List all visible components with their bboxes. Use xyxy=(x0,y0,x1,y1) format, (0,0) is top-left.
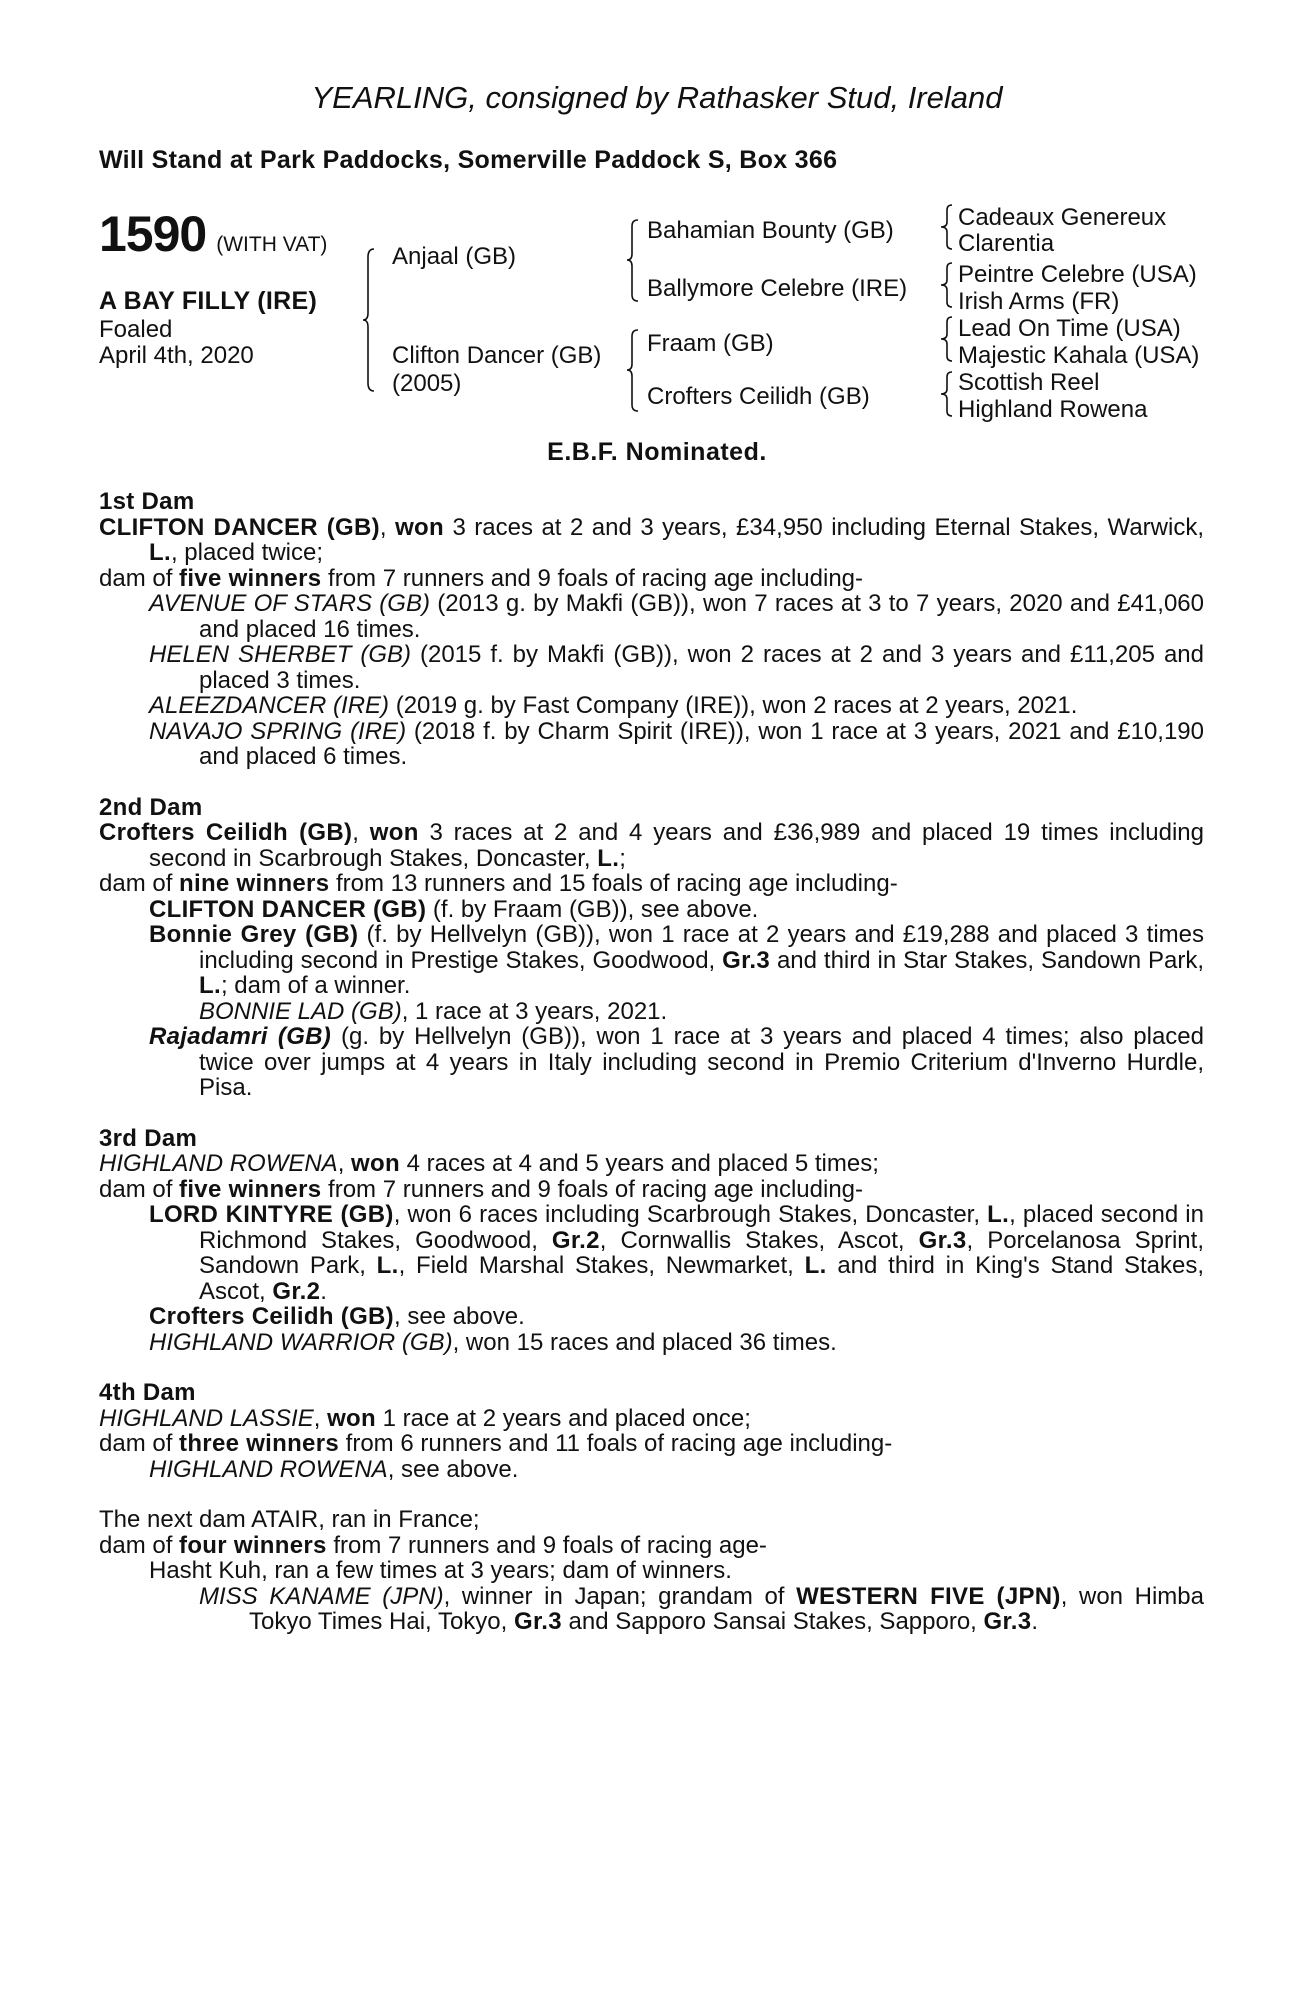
dam2-o2-t1: (f. by Hellvelyn (GB)), won 1 race at 2 years and £19,288 and placed 3 times including second in Prestige Stakes, Goodwood, xyxy=(199,921,1204,974)
dam3-o2-name: Crofters Ceilidh (GB) xyxy=(149,1303,394,1330)
dam3-record xyxy=(99,1151,1204,1177)
dam1-record: CLIFTON DANCER (GB), won 3 races at 2 and 3 years, £34,950 including Eternal Stakes, Warwick, L., placed twice; xyxy=(99,513,1204,566)
dam4-rec: 1 race at 2 years and placed once; xyxy=(375,1404,751,1432)
dam2-produce xyxy=(99,871,1204,897)
dam2-o2-t3: ; dam of a winner. xyxy=(220,972,411,999)
next-offspring-1: Hasht Kuh, ran a few times at 3 years; dam of winners. xyxy=(149,1557,732,1584)
pedigree-sire: Anjaal (GB) xyxy=(392,243,517,270)
dam2-o1-text: (f. by Fraam (GB)), see above. xyxy=(426,895,759,923)
stand-location: Will Stand at Park Paddocks, Somerville Paddock S, Box 366 xyxy=(99,146,838,174)
dam3-offspring-2 xyxy=(149,1304,1204,1330)
next-o2-t1: , winner in Japan; grandam of xyxy=(443,1582,797,1610)
consignor-header: YEARLING, consigned by Rathasker Stud, Ireland xyxy=(311,80,1003,115)
dam3-o1-t2: , placed second in Richmond Stakes, Goodwood, xyxy=(199,1201,1204,1254)
pedigree-sire-dam: Ballymore Celebre (IRE) xyxy=(647,275,908,302)
dam1-name: CLIFTON DANCER (GB) xyxy=(99,513,380,541)
dam3-o3-text: , won 15 races and placed 36 times. xyxy=(452,1328,837,1356)
dam1-o3-text: (2019 g. by Fast Company (IRE)), won 2 races at 2 years, 2021. xyxy=(389,692,1078,719)
pedigree-sire-sire: Bahamian Bounty (GB) xyxy=(647,217,894,244)
dam2-won: won xyxy=(369,819,419,846)
pedigree-brace-sire xyxy=(626,218,640,303)
dam3-offspring-1 xyxy=(149,1202,1204,1304)
dam4-won: won xyxy=(327,1404,376,1432)
dam1-rec1: 3 races at 2 and 3 years, £34,950 including Eternal Stakes, Warwick, xyxy=(443,513,1204,541)
dam1-dam-of: dam of xyxy=(99,564,180,592)
dam1-winners: five winners xyxy=(179,564,322,592)
pedigree-g5: Lead On Time (USA) xyxy=(958,315,1181,342)
pedigree-brace-g2 xyxy=(940,261,954,309)
dam2-o2a-text: , 1 race at 3 years, 2021. xyxy=(401,997,668,1025)
next-dam-produce xyxy=(99,1533,1204,1559)
catalogue-body xyxy=(99,489,1204,1635)
dam1-o4-name: NAVAJO SPRING (IRE) xyxy=(149,717,407,745)
next-winners: four winners xyxy=(179,1531,327,1559)
dam3-offspring-3 xyxy=(149,1330,1204,1356)
dam3-o1-t1: , won 6 races including Scarbrough Stakes, Doncaster, xyxy=(393,1201,988,1228)
pedigree-brace-g3 xyxy=(940,315,954,363)
dam1-won: won xyxy=(395,513,444,541)
dam1-offspring-1 xyxy=(149,591,1204,642)
dam4-name: HIGHLAND LASSIE xyxy=(99,1404,314,1432)
dam1-o2-text: (2015 f. by Makfi (GB)), won 2 races at 2 and 3 years and £11,205 and placed 3 times. xyxy=(199,641,1204,694)
dam3-o1-t5: , Field Marshal Stakes, Newmarket, xyxy=(398,1252,805,1279)
dam2-offspring-2 xyxy=(149,922,1204,999)
dam2-o3-name: Rajadamri (GB) xyxy=(149,1023,332,1050)
dam1-offspring-3 xyxy=(149,693,1204,719)
dam3-won: won xyxy=(351,1150,400,1177)
dam4-o1-text: , see above. xyxy=(387,1455,519,1483)
dam4-produce xyxy=(99,1431,1204,1457)
dam4-record xyxy=(99,1406,1204,1432)
dam2-rec1: 3 races at 2 and 4 years and £36,989 and placed 19 times including second in Scarbrough Stakes, Doncaster, xyxy=(149,819,1204,872)
dam1-offspring-4 xyxy=(149,719,1204,770)
dam1-heading: 1st Dam xyxy=(99,488,195,515)
pedigree-g8: Highland Rowena xyxy=(958,396,1148,423)
pedigree-brace-main xyxy=(362,247,376,393)
vat-note: (WITH VAT) xyxy=(216,233,328,256)
dam3-o1-g2: Gr.3 xyxy=(918,1226,967,1254)
dam3-rec: 4 races at 4 and 5 years and placed 5 times; xyxy=(399,1150,879,1177)
dam1-o4-text: (2018 f. by Charm Spirit (IRE)), won 1 race at 3 years, 2021 and £10,190 and placed 6 times. xyxy=(199,717,1204,770)
pedigree-g7: Scottish Reel xyxy=(958,369,1100,396)
foaled-label: Foaled xyxy=(99,316,173,343)
dam4-sep: , xyxy=(313,1404,328,1432)
dam3-o1-t6: and third in King's Stand Stakes, Ascot, xyxy=(199,1252,1205,1305)
dam4-winners: three winners xyxy=(179,1430,339,1457)
dam3-o2-text: , see above. xyxy=(393,1303,525,1330)
pedigree-brace-dam xyxy=(626,328,640,413)
dam2-record: Crofters Ceilidh (GB), won 3 races at 2 and 4 years and £36,989 and placed 19 times including second in Scarbrough Stakes, Doncaster, L.; xyxy=(99,819,1204,872)
next-runners: from 7 runners and 9 foals of racing age- xyxy=(326,1531,767,1559)
pedigree-dam-year: (2005) xyxy=(392,370,462,397)
next-o2-granddaughter: WESTERN FIVE (JPN) xyxy=(796,1582,1061,1610)
next-o2-name: MISS KANAME (JPN) xyxy=(199,1582,444,1610)
dam2-heading: 2nd Dam xyxy=(99,793,203,821)
pedigree-g4: Irish Arms (FR) xyxy=(958,288,1120,315)
next-o2-t3: and Sapporo Sansai Stakes, Sapporo, xyxy=(561,1608,984,1635)
dam2-o2-name: Bonnie Grey (GB) xyxy=(149,921,359,948)
dam3-o3-name: HIGHLAND WARRIOR (GB) xyxy=(149,1328,453,1356)
horse-name: A BAY FILLY (IRE) xyxy=(99,287,318,315)
dam2-dam-of: dam of xyxy=(99,870,180,897)
pedigree-brace-g1 xyxy=(940,203,954,251)
pedigree-dam-sire: Fraam (GB) xyxy=(647,330,774,357)
foaled-date: April 4th, 2020 xyxy=(99,342,254,369)
next-dam-of: dam of xyxy=(99,1531,180,1559)
dam2-rec2: ; xyxy=(619,844,626,872)
dam2-offspring-1 xyxy=(149,897,1204,923)
dam2-runners: from 13 runners and 15 foals of racing age including- xyxy=(329,870,898,897)
dam2-o2-listed: L. xyxy=(199,972,221,999)
next-dam-line: The next dam ATAIR, ran in France; xyxy=(99,1506,480,1533)
next-grand-offspring-1 xyxy=(199,1584,1204,1635)
next-o2-g1: Gr.3 xyxy=(513,1608,562,1635)
dam3-name: HIGHLAND ROWENA xyxy=(99,1150,338,1177)
dam2-offspring-3 xyxy=(149,1024,1204,1101)
dam3-produce xyxy=(99,1177,1204,1203)
pedigree-g6: Majestic Kahala (USA) xyxy=(958,342,1200,369)
dam2-winners: nine winners xyxy=(179,870,330,897)
dam2-o2-group: Gr.3 xyxy=(722,946,771,974)
dam3-heading: 3rd Dam xyxy=(99,1124,198,1152)
pedigree-dam: Clifton Dancer (GB) xyxy=(392,342,602,369)
dam2-o2a-name: BONNIE LAD (GB) xyxy=(199,997,402,1025)
dam4-dam-of: dam of xyxy=(99,1430,180,1457)
dam1-runners: from 7 runners and 9 foals of racing age including- xyxy=(321,564,864,592)
dam4-o1-name: HIGHLAND ROWENA xyxy=(149,1455,388,1483)
dam2-name: Crofters Ceilidh (GB) xyxy=(99,819,353,846)
dam1-listed: L. xyxy=(149,539,171,566)
next-o2-g2: Gr.3 xyxy=(983,1608,1032,1635)
lot-number: 1590 xyxy=(99,206,207,262)
pedigree-g1: Cadeaux Genereux xyxy=(958,204,1167,231)
dam1-o2-name: HELEN SHERBET (GB) xyxy=(149,641,412,668)
dam3-runners: from 7 runners and 9 foals of racing age including- xyxy=(321,1175,864,1203)
dam4-heading: 4th Dam xyxy=(99,1379,196,1406)
dam3-dam-of: dam of xyxy=(99,1175,180,1203)
dam2-o2-t2: and third in Star Stakes, Sandown Park, xyxy=(770,946,1205,974)
dam1-produce xyxy=(99,566,1204,592)
dam2-o3-text: (g. by Hellvelyn (GB)), won 1 race at 3 years and placed 4 times; also placed twice over jumps at 4 years in Italy including second in Premio Criterium d'Inverno Hurdle, Pisa. xyxy=(199,1023,1205,1101)
dam1-rec2: , placed twice; xyxy=(170,539,324,566)
dam3-sep: , xyxy=(337,1150,352,1177)
next-o2-t2: , won Himba Tokyo Times Hai, Tokyo, xyxy=(249,1582,1204,1635)
pedigree-g3: Peintre Celebre (USA) xyxy=(958,261,1197,288)
dam1-o1-text: (2013 g. by Makfi (GB)), won 7 races at 3 to 7 years, 2020 and £41,060 and placed 16 times. xyxy=(199,590,1204,643)
dam4-offspring-1 xyxy=(149,1457,1204,1483)
pedigree-dam-dam: Crofters Ceilidh (GB) xyxy=(647,383,870,410)
dam3-o1-t7: . xyxy=(320,1277,327,1305)
dam2-o1-name: CLIFTON DANCER (GB) xyxy=(149,895,427,923)
dam3-o1-l1: L. xyxy=(987,1201,1010,1228)
ebf-nominated: E.B.F. Nominated. xyxy=(547,438,767,466)
next-o2-t4: . xyxy=(1031,1608,1039,1635)
dam4-runners: from 6 runners and 11 foals of racing age including- xyxy=(339,1430,893,1457)
dam3-winners: five winners xyxy=(179,1175,322,1203)
pedigree-g2: Clarentia xyxy=(958,230,1055,257)
pedigree-brace-g4 xyxy=(940,370,954,418)
dam1-offspring-2 xyxy=(149,642,1204,693)
dam3-o1-l2: L. xyxy=(376,1252,399,1279)
dam3-o1-g1: Gr.2 xyxy=(551,1226,600,1254)
dam1-o3-name: ALEEZDANCER (IRE) xyxy=(149,692,390,719)
dam3-o1-t3: , Cornwallis Stakes, Ascot, xyxy=(599,1226,919,1254)
dam1-o1-name: AVENUE OF STARS (GB) xyxy=(149,590,430,617)
dam3-o1-t4: , Porcelanosa Sprint, Sandown Park, xyxy=(199,1226,1204,1279)
dam2-listed: L. xyxy=(597,844,620,872)
dam3-o1-l3: L. xyxy=(804,1252,827,1279)
dam2-grand-offspring-1 xyxy=(199,999,1204,1025)
dam3-o1-g3: Gr.2 xyxy=(272,1277,321,1305)
lot-block xyxy=(99,205,327,263)
dam3-o1-name: LORD KINTYRE (GB) xyxy=(149,1201,394,1228)
